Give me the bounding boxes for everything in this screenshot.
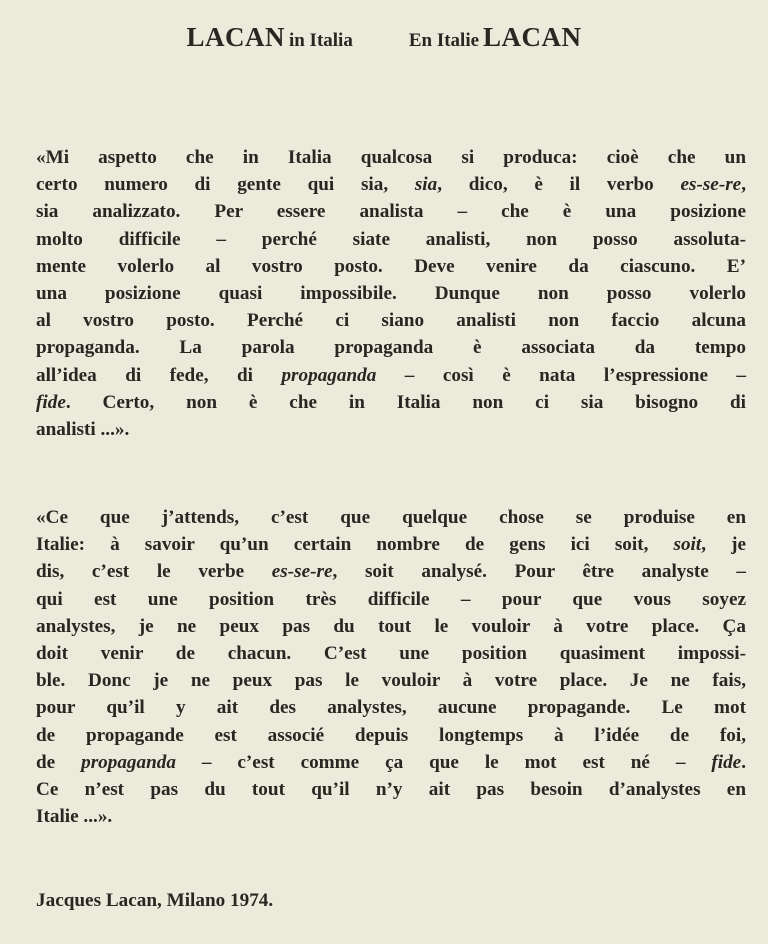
text-line: all’idea di fede, di propaganda – così è nata l’espressione – xyxy=(36,364,747,386)
text-line: de propagande est associé depuis longtemps à l’idée de foi, xyxy=(36,724,746,746)
text-line: propaganda. La parola propaganda è associata da tempo xyxy=(36,337,746,359)
italic-word: fide xyxy=(36,391,66,413)
signature-line: Jacques Lacan, Milano 1974. xyxy=(36,890,274,911)
title-right-name: LACAN xyxy=(483,22,582,52)
text-line: fide. Certo, non è che in Italia non ci sia bisogno di xyxy=(36,391,746,413)
text-line: ble. Donc je ne peux pas le vouloir à votre place. Je ne fais, xyxy=(36,670,746,692)
title-right-prefix: En Italie xyxy=(408,30,480,51)
text-line: pour qu’il y ait des analystes, aucune propagande. Le mot xyxy=(36,697,746,719)
text-line: mente volerlo al vostro posto. Deve venire da ciascuno. E’ xyxy=(36,255,746,277)
text-line: «Ce que j’attends, c’est que quelque chose se produise en xyxy=(36,507,746,528)
title-left-suffix: in Italia xyxy=(288,30,353,51)
italic-word: sia xyxy=(414,174,438,196)
text-line: certo numero di gente qui sia, sia, dico, è il verbo es-se-re, xyxy=(36,174,746,196)
text-line: qui est une position très difficile – pour que vous soyez xyxy=(36,588,746,610)
italic-word: es-se-re xyxy=(680,174,742,196)
text-line: Italie: à savoir qu’un certain nombre de gens ici soit, soit, je xyxy=(36,534,746,556)
text-line: analystes, je ne peux pas du tout le vouloir à votre place. Ça xyxy=(36,615,746,637)
italic-word: propaganda xyxy=(281,364,377,386)
text-line: sia analizzato. Per essere analista – che è una posizione xyxy=(36,201,746,223)
italic-word: fide xyxy=(711,751,742,773)
italic-word: es-se-re xyxy=(271,561,333,583)
text-line: doit venir de chacun. C’est une position quasiment impossi- xyxy=(36,643,746,665)
text-line: al vostro posto. Perché ci siano analisti non faccio alcuna xyxy=(36,310,746,332)
italian-quote-paragraph xyxy=(36,144,746,443)
italic-word: soit xyxy=(673,534,702,556)
text-line: dis, c’est le verbe es-se-re, soit analysé. Pour être analyste – xyxy=(36,561,746,583)
text-line: molto difficile – perché siate analisti, non posso assoluta- xyxy=(36,228,746,250)
text-line: analisti ...». xyxy=(36,419,130,441)
title-left-name: LACAN xyxy=(186,22,285,52)
text-line: de propaganda – c’est comme ça que le mot est né – fide. xyxy=(36,751,746,773)
text-line: una posizione quasi impossibile. Dunque non posso volerlo xyxy=(36,283,746,305)
page-title xyxy=(0,22,768,53)
text-line: Ce n’est pas du tout qu’il n’y ait pas besoin d’analystes en xyxy=(36,779,746,801)
italic-word: propaganda xyxy=(81,751,176,773)
french-quote-paragraph xyxy=(36,504,746,830)
text-line: Italie ...». xyxy=(36,806,113,828)
text-line: «Mi aspetto che in Italia qualcosa si produca: cioè che un xyxy=(36,147,746,168)
